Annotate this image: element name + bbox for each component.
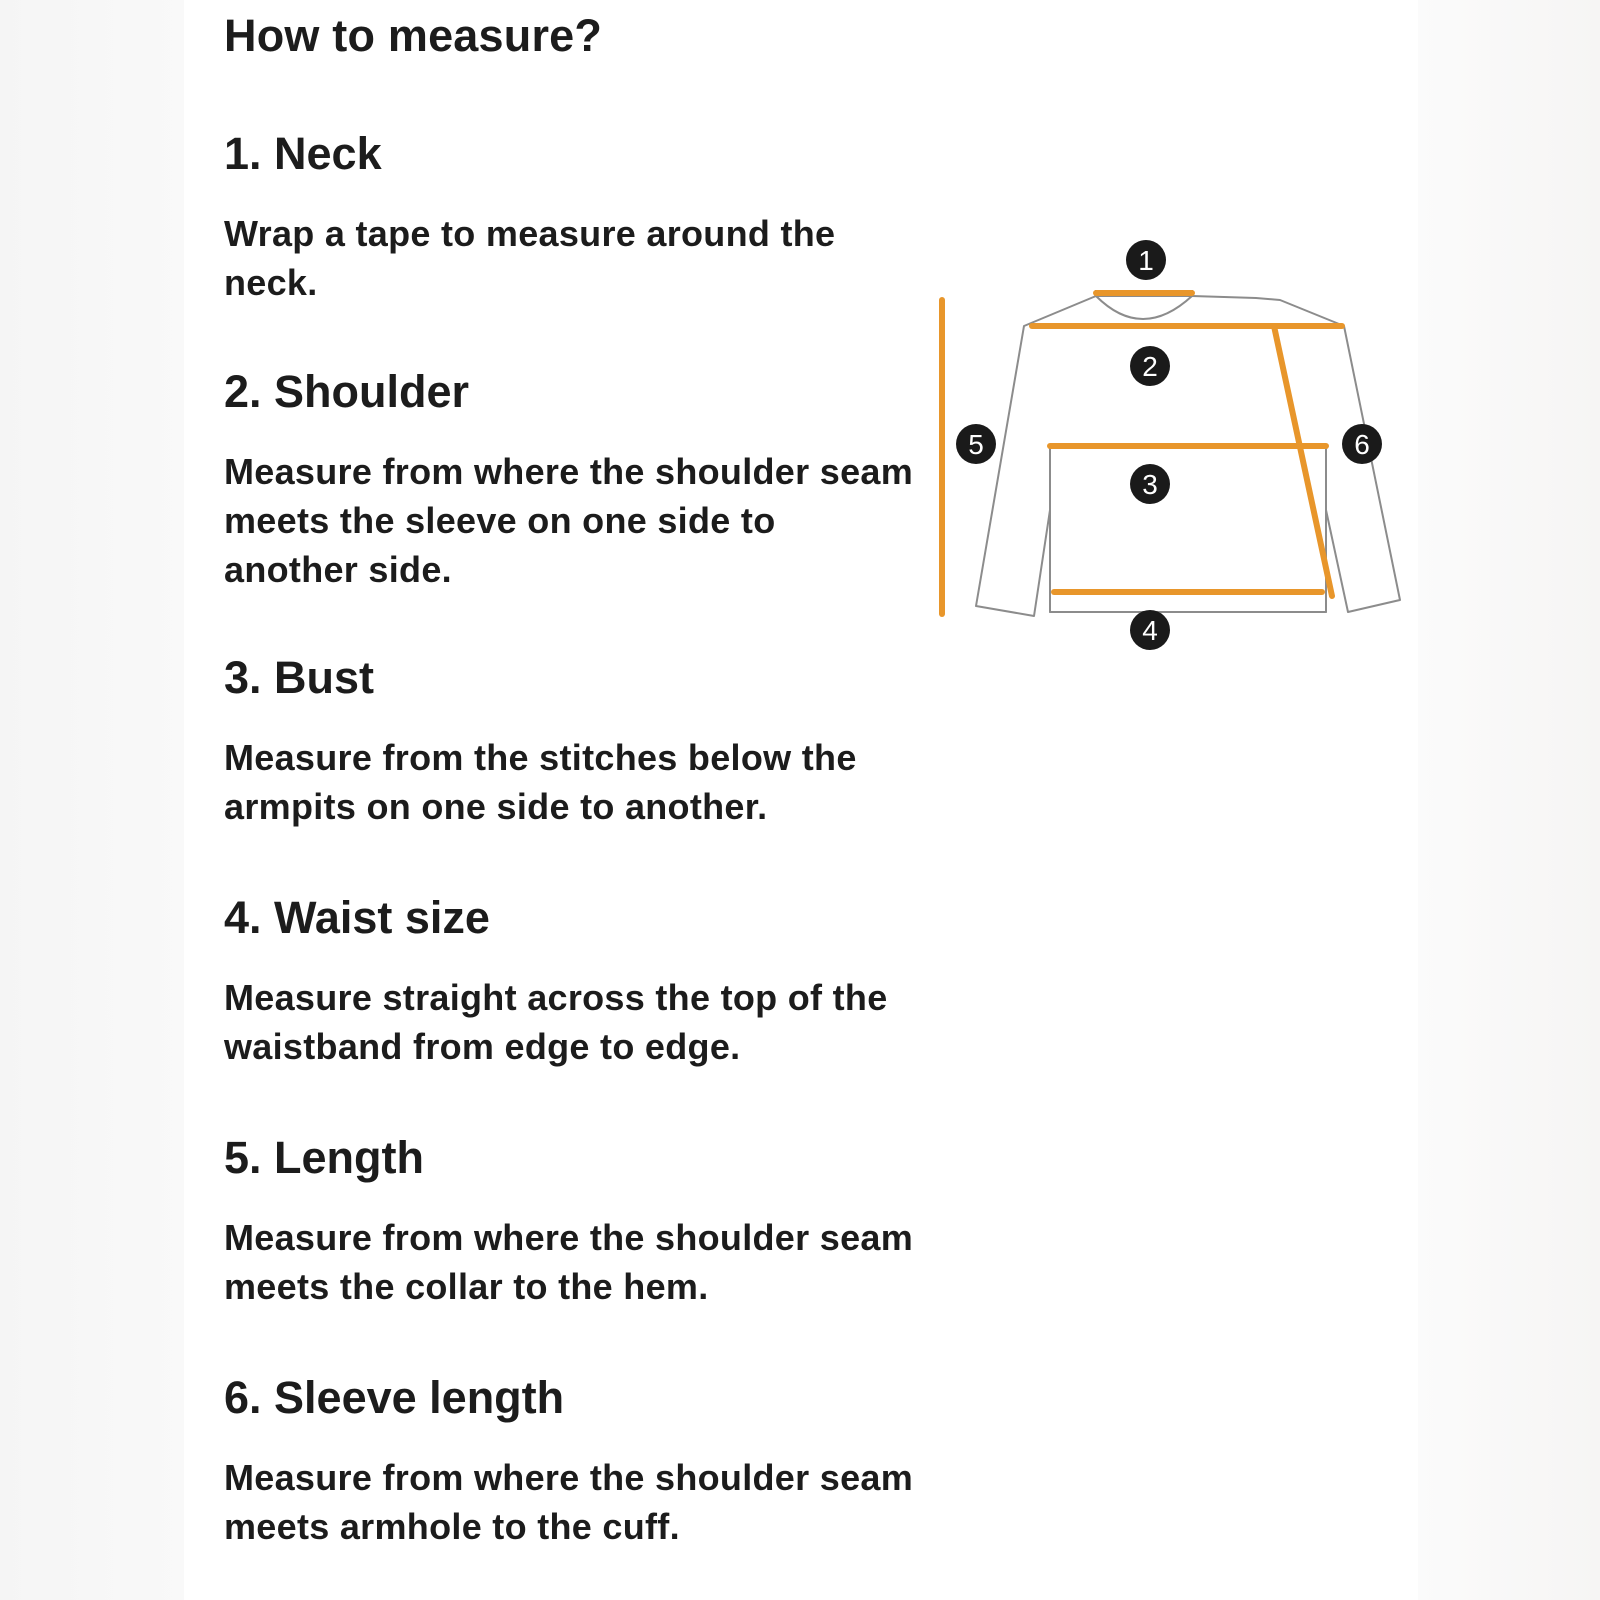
section-text: Measure straight across the top of the waistband from edge to edge. bbox=[224, 977, 888, 1067]
section-bust bbox=[224, 652, 924, 831]
marker-1 bbox=[1126, 240, 1166, 280]
marker-label: 1 bbox=[1138, 245, 1154, 276]
section-text: Measure from where the shoulder seam meets the sleeve on one side to another side. bbox=[224, 451, 914, 590]
section-text: Wrap a tape to measure around the neck. bbox=[224, 213, 836, 303]
section-shoulder bbox=[224, 366, 924, 594]
section-text: Measure from where the shoulder seam meets the collar to the hem. bbox=[224, 1217, 914, 1307]
section-heading: 6. Sleeve length bbox=[224, 1372, 565, 1423]
marker-4 bbox=[1130, 610, 1170, 650]
section-heading: 1. Neck bbox=[224, 128, 382, 179]
section-heading: 3. Bust bbox=[224, 652, 375, 703]
measure-guide-card bbox=[184, 0, 1418, 1600]
section-heading: 5. Length bbox=[224, 1132, 424, 1183]
marker-5 bbox=[956, 424, 996, 464]
marker-6 bbox=[1342, 424, 1382, 464]
sweater-body-outline bbox=[976, 296, 1400, 616]
section-neck bbox=[224, 128, 924, 307]
section-heading: 4. Waist size bbox=[224, 892, 490, 943]
marker-label: 6 bbox=[1354, 429, 1370, 460]
section-text: Measure from where the shoulder seam meets armhole to the cuff. bbox=[224, 1457, 914, 1547]
background-right bbox=[1418, 0, 1600, 1600]
marker-3 bbox=[1130, 464, 1170, 504]
marker-label: 3 bbox=[1142, 469, 1158, 500]
sweater-measurement-diagram bbox=[934, 230, 1404, 660]
section-heading: 2. Shoulder bbox=[224, 366, 470, 417]
marker-label: 2 bbox=[1142, 351, 1158, 382]
marker-2 bbox=[1130, 346, 1170, 386]
marker-label: 4 bbox=[1142, 615, 1158, 646]
sleeve-measure-line bbox=[1274, 326, 1332, 596]
body-panel-outline bbox=[1050, 446, 1326, 612]
section-sleeve-length bbox=[224, 1372, 924, 1551]
marker-label: 5 bbox=[968, 429, 984, 460]
neckline-outline bbox=[1096, 296, 1192, 319]
page-title: How to measure? bbox=[224, 10, 603, 61]
section-text: Measure from the stitches below the armpits on one side to another. bbox=[224, 737, 857, 827]
sweater-outline bbox=[976, 290, 1400, 616]
section-length bbox=[224, 1132, 924, 1311]
background-left bbox=[0, 0, 184, 1600]
section-waist bbox=[224, 892, 924, 1071]
